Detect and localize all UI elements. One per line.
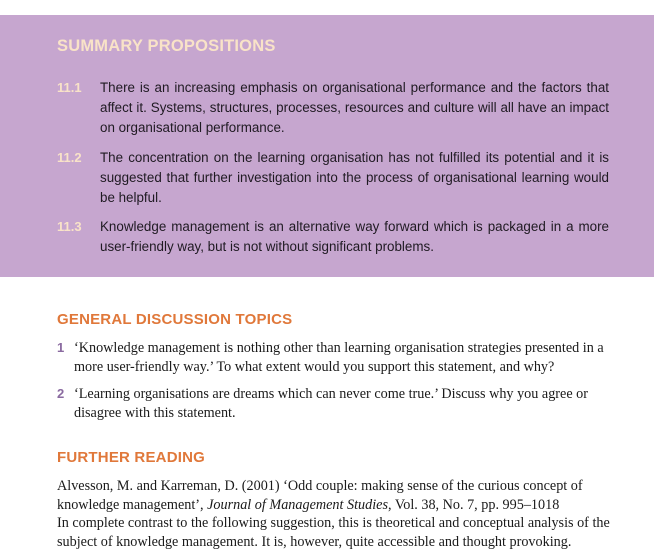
discussion-topic-item [57,385,609,422]
topic-number: 2 [57,386,65,401]
citation-journal: Journal of Management Studies [207,496,388,513]
citation-volume-pages: , Vol. 38, No. 7, pp. 995–1018 [387,496,560,513]
proposition-item [57,78,609,138]
reading-annotation: In complete contrast to the following suggestion, this is theoretical and conceptual analysis of the subject of knowledge management. It is, however, quite accessible and thought provoking. [57,515,610,550]
further-reading-entry [57,477,611,551]
discussion-topic-item [57,339,609,376]
reading-citation [57,477,611,514]
proposition-number: 11.3 [57,219,82,234]
proposition-text: Knowledge management is an alternative way forward which is packaged in a more user-friendly way, but is not without significant problems. [100,219,609,254]
summary-propositions-heading: SUMMARY PROPOSITIONS [57,37,276,55]
proposition-text: There is an increasing emphasis on organisational performance and the factors that affect it. Systems, structures, processes, resources and culture will all have an impact on organisational performance. [100,80,609,135]
discussion-topics-heading: GENERAL DISCUSSION TOPICS [57,311,293,328]
proposition-number: 11.2 [57,150,82,165]
further-reading-heading: FURTHER READING [57,449,205,466]
topic-text: ‘Knowledge management is nothing other than learning organisation strategies presented in a more user-friendly way.’ To what extent would you support this statement, and why? [74,340,604,375]
citation-authors-title: Alvesson, M. and Karreman, D. (2001) ‘Odd couple: making sense of the curious concept of knowledge management’, [57,478,583,513]
topic-text: ‘Learning organisations are dreams which can never come true.’ Discuss why you agree or disagree with this statement. [74,386,588,421]
proposition-item [57,148,609,208]
topic-number: 1 [57,340,65,355]
proposition-item [57,217,609,257]
proposition-number: 11.1 [57,80,82,95]
proposition-text: The concentration on the learning organisation has not fulfilled its potential and it is suggested that further investigation into the process of organisational learning would be helpful. [100,150,609,205]
